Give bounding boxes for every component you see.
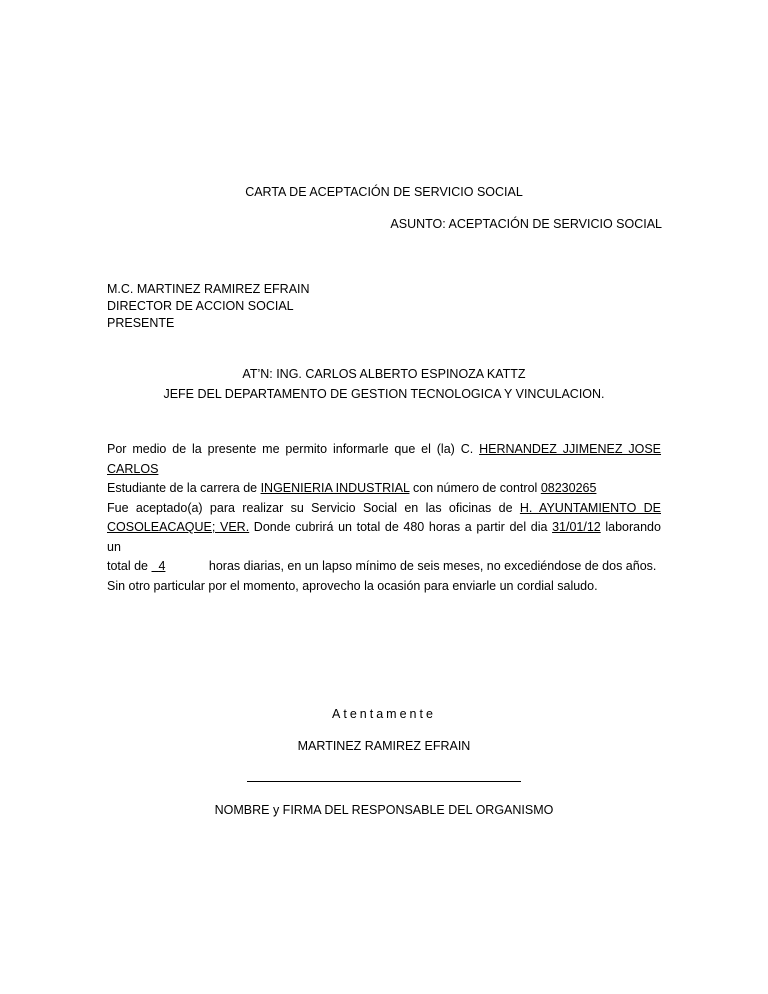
recipient-name: M.C. MARTINEZ RAMIREZ EFRAIN xyxy=(107,282,310,296)
letter-body xyxy=(107,440,661,577)
accepted-prefix: Fue aceptado(a) para realizar su Servicio Social en las oficinas de xyxy=(107,500,513,515)
start-date: 31/01/12 xyxy=(552,520,601,534)
signer-name: MARTINEZ RAMIREZ EFRAIN xyxy=(297,739,471,753)
letter-title: CARTA DE ACEPTACIÓN DE SERVICIO SOCIAL xyxy=(245,185,523,199)
body-line-5 xyxy=(107,518,661,557)
daily-hours-field xyxy=(152,559,206,573)
working-text: laborando un xyxy=(107,520,661,554)
total-prefix: total de xyxy=(107,559,149,573)
control-number: 08230265 xyxy=(540,481,597,495)
recipient-block xyxy=(107,281,310,332)
daily-text: horas diarias, en un lapso mínimo de seis meses, no excediéndose de dos años. xyxy=(208,559,657,573)
attention-line-2: JEFE DEL DEPARTAMENTO DE GESTION TECNOLOGICA Y VINCULACION. xyxy=(163,387,605,401)
signature-caption: NOMBRE y FIRMA DEL RESPONSABLE DEL ORGANISMO xyxy=(214,803,554,817)
student-name-part-2: CARLOS xyxy=(107,461,159,476)
office-part-1: H. AYUNTAMIENTO DE xyxy=(519,500,661,515)
body-line-3 xyxy=(107,479,661,499)
body-line-1 xyxy=(107,440,661,460)
recipient-greeting: PRESENTE xyxy=(107,316,175,330)
body-line-4 xyxy=(107,499,661,519)
valediction: Atentamente xyxy=(332,707,436,721)
student-name-part-1: HERNANDEZ JJIMENEZ JOSE xyxy=(479,442,662,456)
body-line-6 xyxy=(107,557,661,577)
body-line-2 xyxy=(107,460,661,480)
closing-paragraph: Sin otro particular por el momento, aprovecho la ocasión para enviarle un cordial saludo. xyxy=(107,579,598,593)
control-prefix: con número de control xyxy=(412,481,538,495)
attention-line-1: AT’N: ING. CARLOS ALBERTO ESPINOZA KATTZ xyxy=(242,367,526,381)
career-prefix: Estudiante de la carrera de xyxy=(107,481,258,495)
recipient-position: DIRECTOR DE ACCION SOCIAL xyxy=(107,299,294,313)
attention-block xyxy=(0,364,768,404)
career-value: INGENIERIA INDUSTRIAL xyxy=(260,481,410,495)
letter-subject: ASUNTO: ACEPTACIÓN DE SERVICIO SOCIAL xyxy=(390,217,662,231)
control-number-field xyxy=(541,481,641,495)
body-intro: Por medio de la presente me permito informarle que el (la) C. xyxy=(107,442,474,456)
signature-line xyxy=(0,769,768,788)
daily-hours: 4 xyxy=(158,559,166,573)
office-part-2: COSOLEACAQUE; VER. xyxy=(107,520,250,534)
hours-text: Donde cubrirá un total de 480 horas a partir del dia xyxy=(253,520,548,534)
